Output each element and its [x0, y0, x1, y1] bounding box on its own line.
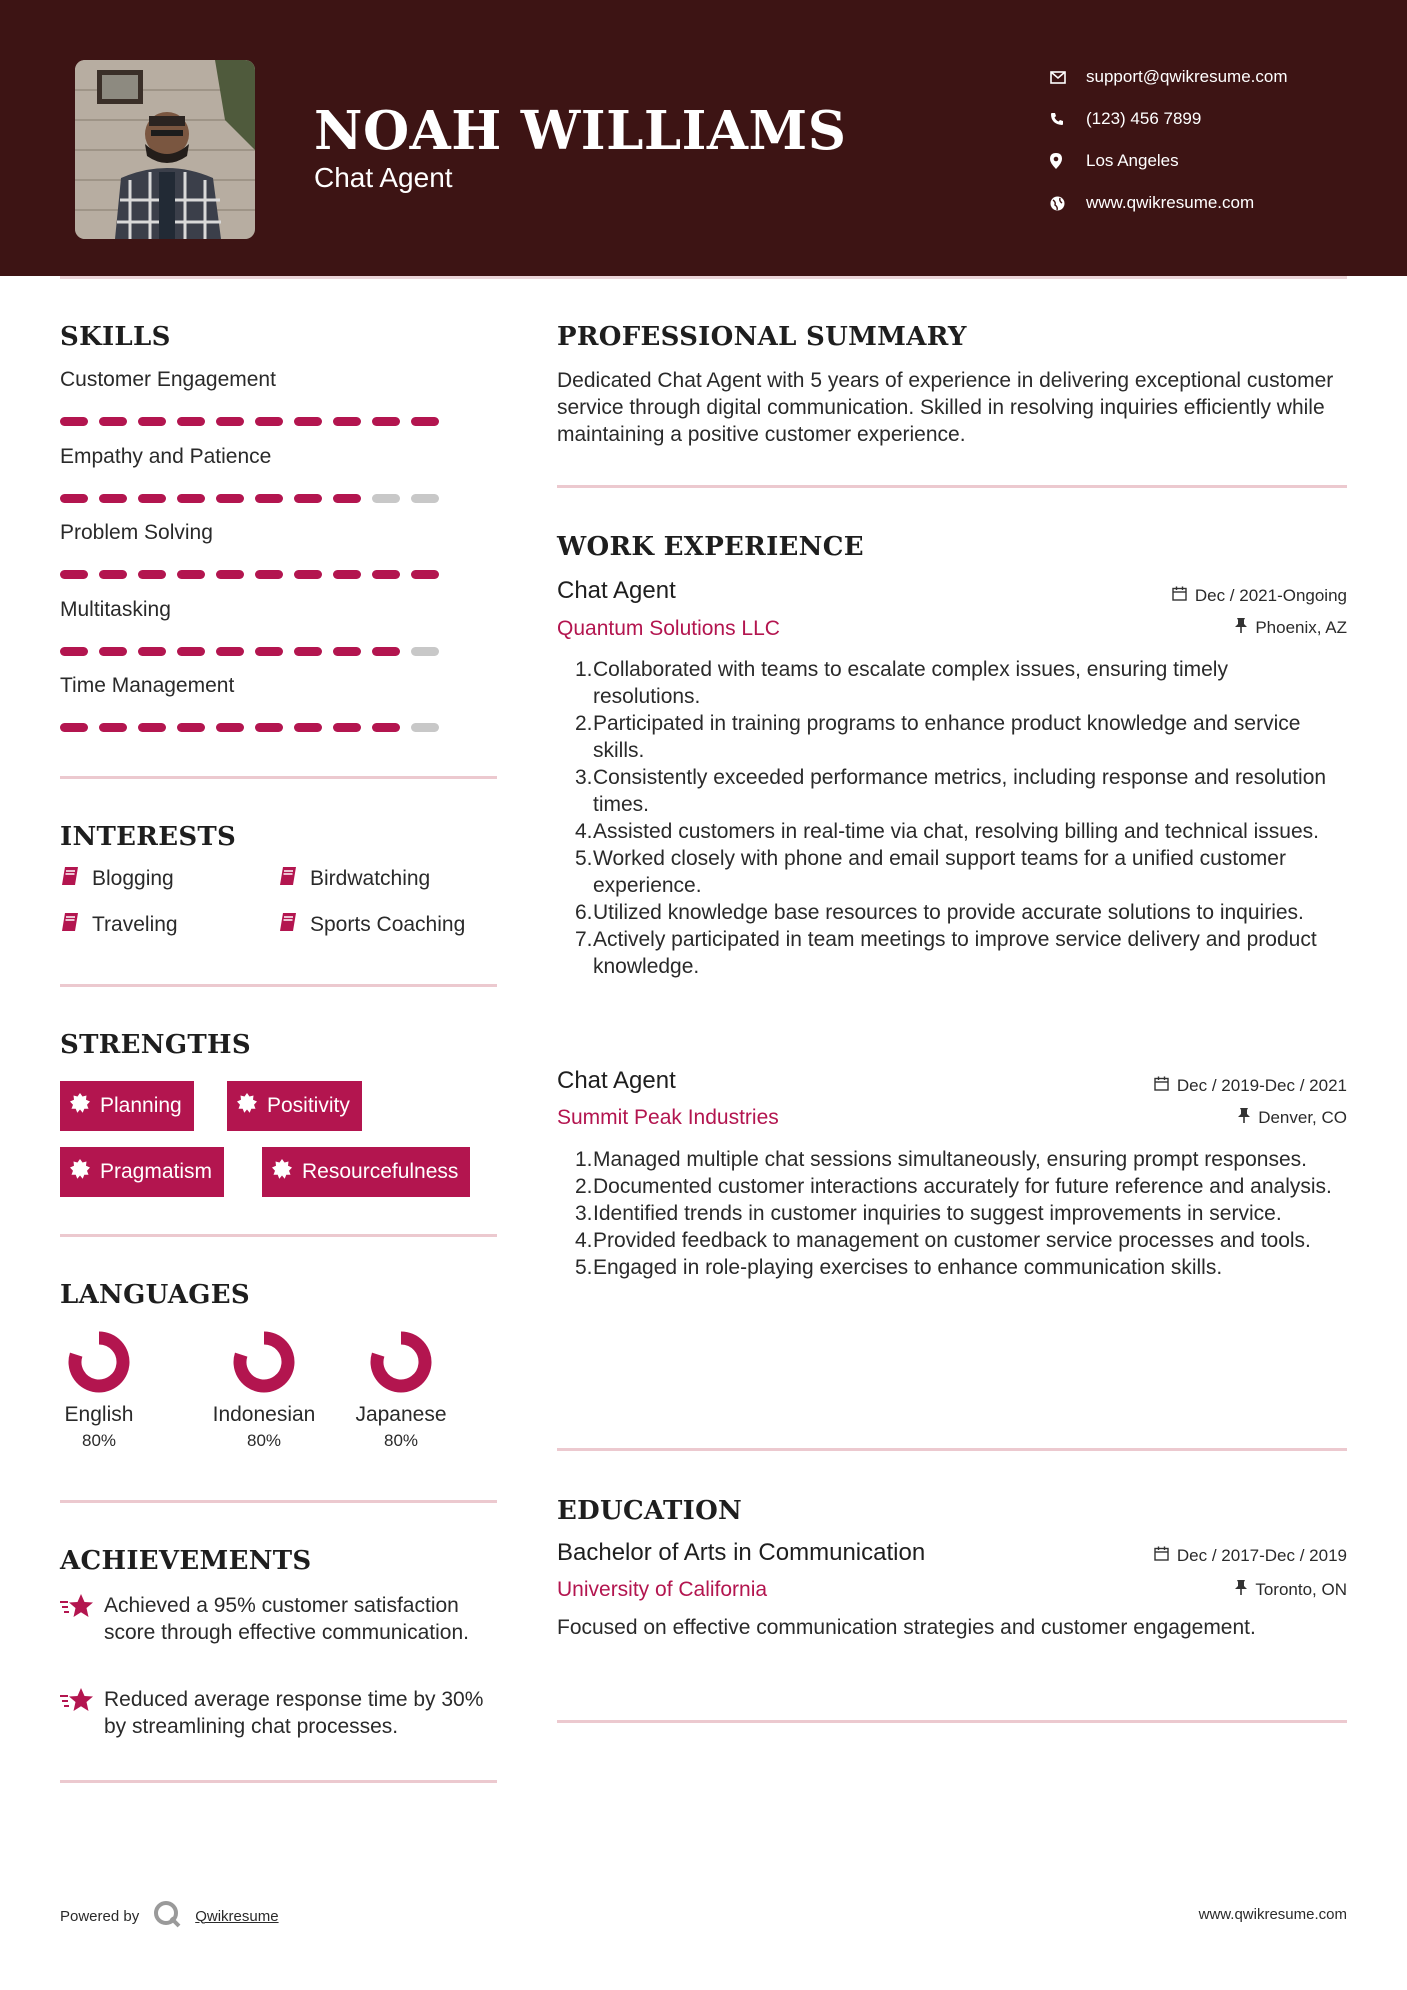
candidate-name: NOAH WILLIAMS: [314, 100, 847, 162]
duty-item: [575, 845, 1335, 899]
skill-level-dash: [294, 723, 322, 732]
skill-level-dash: [255, 494, 283, 503]
job-title: Chat Agent: [557, 577, 676, 604]
strength-label: Resourcefulness: [302, 1160, 459, 1183]
duty-number: 2.: [575, 712, 593, 735]
education-dates-text: Dec / 2017-Dec / 2019: [1176, 1546, 1347, 1565]
summary-title: PROFESSIONAL SUMMARY: [557, 322, 967, 352]
interests-divider: [60, 984, 497, 987]
job-dates-text: Dec / 2021-Ongoing: [1194, 586, 1347, 605]
language-item: [204, 1330, 324, 1451]
skill-level-dash: [99, 570, 127, 579]
skill-level-dash: [60, 723, 88, 732]
duty-item: [575, 818, 1335, 845]
job-location: [1235, 618, 1347, 638]
skill-level-dash: [177, 647, 205, 656]
skill-level-bar: [60, 570, 439, 579]
duty-text: Assisted customers in real-time via chat, resolving billing and technical issues.: [593, 820, 1319, 843]
duty-text: Collaborated with teams to escalate complex issues, ensuring timely resolutions.: [593, 658, 1228, 708]
star-icon: [60, 1686, 94, 1740]
duty-text: Identified trends in customer inquiries to suggest improvements in service.: [593, 1202, 1282, 1225]
education-description: Focused on effective communication strategies and customer engagement.: [557, 1616, 1256, 1639]
phone-icon: [1050, 112, 1086, 126]
skill-level-dash: [294, 570, 322, 579]
badge-icon: [237, 1093, 257, 1119]
skills-divider: [60, 776, 497, 779]
skill-level-dash: [411, 494, 439, 503]
strength-tag: [60, 1081, 194, 1131]
skill-level-dash: [177, 494, 205, 503]
interest-item: [60, 912, 178, 938]
experience-divider: [557, 1448, 1347, 1451]
calendar-icon: [1154, 1546, 1169, 1566]
language-ring-arc: [75, 1338, 123, 1386]
duty-item: [575, 764, 1335, 818]
interest-label: Sports Coaching: [310, 913, 466, 936]
language-ring: [67, 1330, 131, 1394]
duty-item: [575, 710, 1335, 764]
skill-level-dash: [99, 723, 127, 732]
duty-item: [575, 1227, 1335, 1254]
duty-item: [575, 899, 1335, 926]
book-icon: [278, 912, 298, 938]
skill-level-dash: [372, 417, 400, 426]
star-icon: [60, 1592, 94, 1646]
language-percent: 80%: [246, 1431, 282, 1450]
skill-level-dash: [99, 417, 127, 426]
summary-text: Dedicated Chat Agent with 5 years of experience in delivering exceptional customer service through digital communication. Skilled in resolving inquiries efficiently while maintaining a positive customer experience.: [557, 369, 1334, 446]
strength-tag: [60, 1147, 224, 1197]
envelope-icon: [1050, 71, 1086, 84]
book-icon: [60, 912, 80, 938]
interest-item: [278, 866, 430, 892]
job-dates-text: Dec / 2019-Dec / 2021: [1176, 1076, 1347, 1095]
languages-title: LANGUAGES: [60, 1280, 250, 1310]
qwikresume-logo-icon: [153, 1900, 181, 1932]
skill-level-dash: [138, 723, 166, 732]
skill-level-dash: [411, 723, 439, 732]
skill-level-dash: [255, 647, 283, 656]
job-dates: [1172, 586, 1347, 606]
skill-level-dash: [216, 417, 244, 426]
skill-level-dash: [216, 494, 244, 503]
pushpin-icon: [1235, 1580, 1247, 1600]
location-text: Los Angeles: [1086, 151, 1179, 170]
skill-level-dash: [411, 647, 439, 656]
strength-tag: [227, 1081, 362, 1131]
interest-label: Birdwatching: [310, 867, 431, 890]
skill-level-dash: [138, 417, 166, 426]
strengths-title: STRENGTHS: [60, 1030, 251, 1060]
skill-level-dash: [372, 723, 400, 732]
duty-text: Actively participated in team meetings to improve service delivery and product knowledge.: [593, 928, 1317, 978]
skill-level-dash: [333, 647, 361, 656]
calendar-icon: [1172, 586, 1187, 606]
skill-level-bar: [60, 647, 439, 656]
language-ring-arc: [377, 1338, 425, 1386]
interests-title: INTERESTS: [60, 822, 237, 852]
skill-level-dash: [138, 494, 166, 503]
duty-item: [575, 926, 1335, 980]
job-duties: [575, 1146, 1335, 1281]
language-percent: 80%: [81, 1431, 117, 1450]
duty-number: 2.: [575, 1175, 593, 1198]
strength-label: Pragmatism: [100, 1160, 213, 1183]
company-name: Quantum Solutions LLC: [557, 617, 780, 640]
achievements-title: ACHIEVEMENTS: [60, 1546, 312, 1576]
skill-level-dash: [60, 570, 88, 579]
duty-item: [575, 656, 1335, 710]
education-dates: [1154, 1546, 1347, 1566]
language-ring: [232, 1330, 296, 1394]
skill-level-dash: [99, 647, 127, 656]
badge-icon: [272, 1159, 292, 1185]
skill-name: Time Management: [60, 674, 235, 697]
skill-level-bar: [60, 494, 439, 503]
duty-number: 4.: [575, 820, 593, 843]
achievement-text: Achieved a 95% customer satisfaction score through effective communication.: [104, 1594, 469, 1644]
duty-text: Documented customer interactions accurately for future reference and analysis.: [593, 1175, 1332, 1198]
job-duties: [575, 656, 1335, 980]
footer-powered: [60, 1900, 279, 1932]
duty-text: Engaged in role-playing exercises to enhance communication skills.: [593, 1256, 1223, 1279]
skill-level-dash: [333, 723, 361, 732]
duty-number: 3.: [575, 1202, 593, 1225]
duty-item: [575, 1254, 1335, 1281]
powered-by-label: Powered by: [60, 1907, 140, 1925]
duty-text: Participated in training programs to enhance product knowledge and service skills.: [593, 712, 1301, 762]
education-title: EDUCATION: [557, 1496, 743, 1526]
badge-icon: [70, 1159, 90, 1185]
skill-name: Customer Engagement: [60, 368, 276, 391]
duty-number: 1.: [575, 1148, 593, 1171]
profile-photo: [75, 60, 255, 239]
job-location-text: Phoenix, AZ: [1255, 618, 1347, 637]
language-name: Indonesian: [212, 1403, 316, 1426]
header-divider: [60, 276, 1347, 279]
skill-level-dash: [60, 494, 88, 503]
language-name: English: [64, 1403, 134, 1426]
achievement-item: [60, 1592, 500, 1646]
duty-text: Utilized knowledge base resources to provide accurate solutions to inquiries.: [593, 901, 1304, 924]
skill-level-dash: [333, 417, 361, 426]
duty-text: Managed multiple chat sessions simultaneously, ensuring prompt responses.: [593, 1148, 1307, 1171]
skill-level-dash: [99, 494, 127, 503]
skill-level-dash: [294, 417, 322, 426]
education-location: [1235, 1580, 1347, 1600]
language-percent: 80%: [383, 1431, 419, 1450]
achievements-divider: [60, 1780, 497, 1783]
duty-number: 4.: [575, 1229, 593, 1252]
skill-name: Problem Solving: [60, 521, 213, 544]
duty-number: 7.: [575, 928, 593, 951]
contact-website[interactable]: [1050, 182, 1390, 224]
book-icon: [60, 866, 80, 892]
resume-header: [0, 0, 1407, 276]
job-location-text: Denver, CO: [1258, 1108, 1347, 1127]
contact-location: [1050, 140, 1390, 182]
strength-tag: [262, 1147, 470, 1197]
skill-level-dash: [177, 570, 205, 579]
globe-icon: [1050, 196, 1086, 211]
job-title: Chat Agent: [557, 1067, 676, 1094]
skill-level-dash: [60, 647, 88, 656]
company-name: Summit Peak Industries: [557, 1106, 779, 1129]
duty-number: 5.: [575, 1256, 593, 1279]
duty-number: 1.: [575, 658, 593, 681]
school-name: University of California: [557, 1578, 768, 1601]
language-item: [341, 1330, 461, 1451]
skill-level-dash: [138, 647, 166, 656]
skill-level-dash: [294, 494, 322, 503]
badge-icon: [70, 1093, 90, 1119]
language-item: [39, 1330, 159, 1451]
skill-level-dash: [216, 723, 244, 732]
summary-divider: [557, 485, 1347, 488]
duty-item: [575, 1146, 1335, 1173]
degree-title: Bachelor of Arts in Communication: [557, 1539, 926, 1566]
skill-level-dash: [333, 494, 361, 503]
footer-website[interactable]: www.qwikresume.com: [1198, 1906, 1347, 1923]
skill-level-dash: [216, 570, 244, 579]
skill-level-dash: [372, 570, 400, 579]
language-ring-arc: [240, 1338, 288, 1386]
contact-phone[interactable]: [1050, 98, 1390, 140]
phone-text: (123) 456 7899: [1086, 109, 1202, 128]
skill-level-bar: [60, 723, 439, 732]
experience-title: WORK EXPERIENCE: [557, 532, 864, 562]
skill-level-dash: [177, 417, 205, 426]
duty-text: Provided feedback to management on customer service processes and tools.: [593, 1229, 1311, 1252]
contact-info: [1050, 56, 1390, 224]
duty-item: [575, 1173, 1335, 1200]
skill-level-dash: [177, 723, 205, 732]
skill-level-dash: [411, 570, 439, 579]
interest-item: [278, 912, 465, 938]
duty-number: 5.: [575, 847, 593, 870]
duty-text: Consistently exceeded performance metrics, including response and resolution times.: [593, 766, 1327, 816]
book-icon: [278, 866, 298, 892]
language-name: Japanese: [355, 1403, 447, 1426]
interest-label: Traveling: [92, 913, 178, 936]
skills-title: SKILLS: [60, 322, 171, 352]
duty-number: 3.: [575, 766, 593, 789]
job-location: [1238, 1108, 1347, 1128]
skill-level-dash: [255, 570, 283, 579]
strength-label: Positivity: [267, 1094, 350, 1117]
email-text: support@qwikresume.com: [1086, 67, 1288, 86]
skill-level-dash: [294, 647, 322, 656]
duty-number: 6.: [575, 901, 593, 924]
skill-level-dash: [216, 647, 244, 656]
website-text: www.qwikresume.com: [1086, 193, 1255, 212]
language-ring: [369, 1330, 433, 1394]
skill-level-dash: [411, 417, 439, 426]
achievement-text: Reduced average response time by 30% by streamlining chat processes.: [104, 1688, 484, 1738]
achievement-item: [60, 1686, 500, 1740]
skill-name: Empathy and Patience: [60, 445, 272, 468]
calendar-icon: [1154, 1076, 1169, 1096]
interest-label: Blogging: [92, 867, 174, 890]
skill-name: Multitasking: [60, 598, 171, 621]
pushpin-icon: [1238, 1108, 1250, 1128]
education-location-text: Toronto, ON: [1255, 1580, 1347, 1599]
candidate-role: Chat Agent: [314, 162, 453, 193]
skill-level-dash: [333, 570, 361, 579]
skill-level-dash: [255, 723, 283, 732]
education-divider: [557, 1720, 1347, 1723]
qwikresume-link[interactable]: Qwikresume: [195, 1907, 279, 1925]
skill-level-dash: [255, 417, 283, 426]
interest-item: [60, 866, 174, 892]
skill-level-bar: [60, 417, 439, 426]
duty-text: Worked closely with phone and email support teams for a unified customer experience.: [593, 847, 1286, 897]
job-dates: [1154, 1076, 1347, 1096]
map-pin-icon: [1050, 153, 1086, 169]
skill-level-dash: [138, 570, 166, 579]
duty-item: [575, 1200, 1335, 1227]
languages-divider: [60, 1500, 497, 1503]
pushpin-icon: [1235, 618, 1247, 638]
strength-label: Planning: [100, 1094, 182, 1117]
skill-level-dash: [372, 494, 400, 503]
contact-email[interactable]: [1050, 56, 1390, 98]
strengths-divider: [60, 1234, 497, 1237]
skill-level-dash: [372, 647, 400, 656]
skill-level-dash: [60, 417, 88, 426]
